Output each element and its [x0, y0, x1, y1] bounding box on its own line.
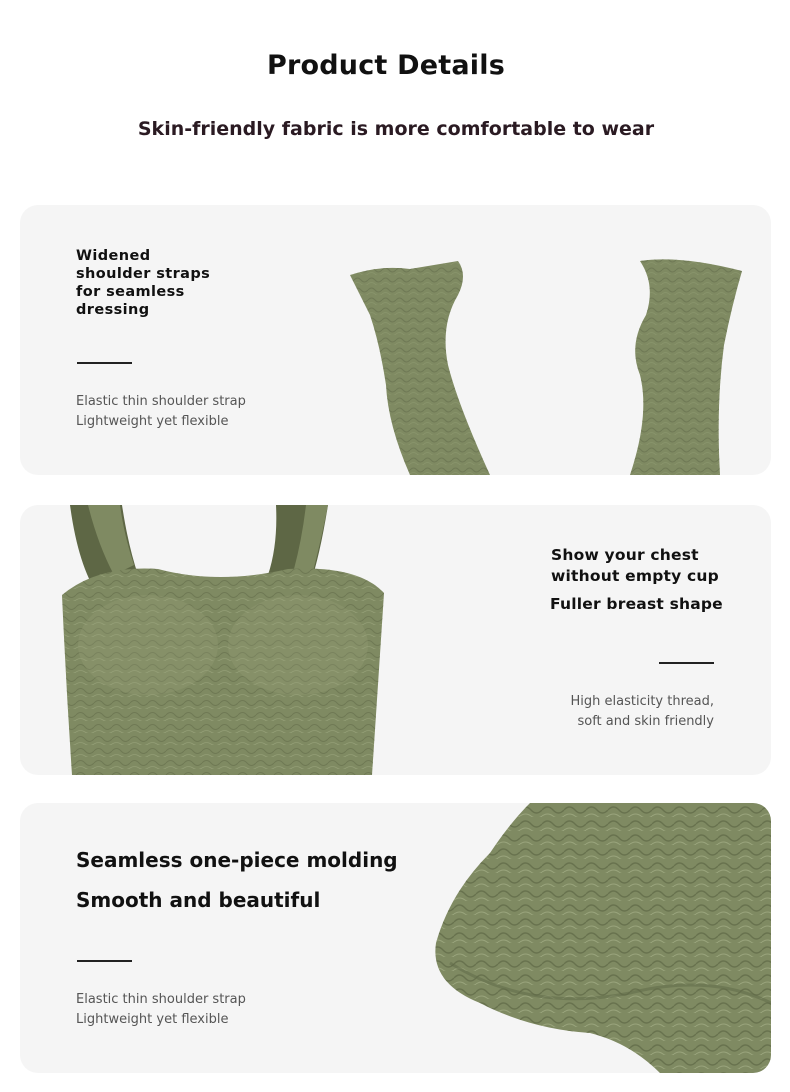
desc-line: Elastic thin shoulder strap — [76, 992, 246, 1007]
heading-line: dressing — [76, 302, 150, 318]
desc-line: Lightweight yet flexible — [76, 414, 229, 429]
feature-heading — [551, 545, 719, 587]
feature-description — [76, 990, 246, 1030]
fabric-closeup-image — [410, 803, 771, 1073]
feature-card-chest — [20, 505, 771, 775]
feature-card-molding — [20, 803, 771, 1073]
heading-line: Widened — [76, 248, 151, 264]
desc-line: soft and skin friendly — [577, 714, 714, 729]
page-title: Product Details — [267, 50, 505, 81]
desc-line: Elastic thin shoulder strap — [76, 394, 246, 409]
shoulder-straps-image — [340, 245, 760, 475]
feature-card-straps — [20, 205, 771, 475]
feature-subheading: Fuller breast shape — [550, 595, 723, 613]
heading-line: for seamless — [76, 284, 185, 300]
divider — [77, 362, 132, 364]
divider — [659, 662, 714, 664]
heading-line: without empty cup — [551, 567, 719, 585]
page-subtitle: Skin-friendly fabric is more comfortable to wear — [137, 118, 655, 140]
desc-line: Lightweight yet flexible — [76, 1012, 229, 1027]
feature-heading: Seamless one-piece molding — [76, 848, 398, 872]
heading-line: shoulder straps — [76, 266, 211, 282]
heading-line: Show your chest — [551, 546, 699, 564]
feature-description — [571, 692, 715, 732]
feature-heading — [76, 247, 210, 319]
feature-heading: Smooth and beautiful — [76, 888, 321, 912]
bra-top-image — [58, 505, 388, 775]
feature-description — [76, 392, 246, 432]
desc-line: High elasticity thread, — [570, 694, 714, 709]
divider — [77, 960, 132, 962]
